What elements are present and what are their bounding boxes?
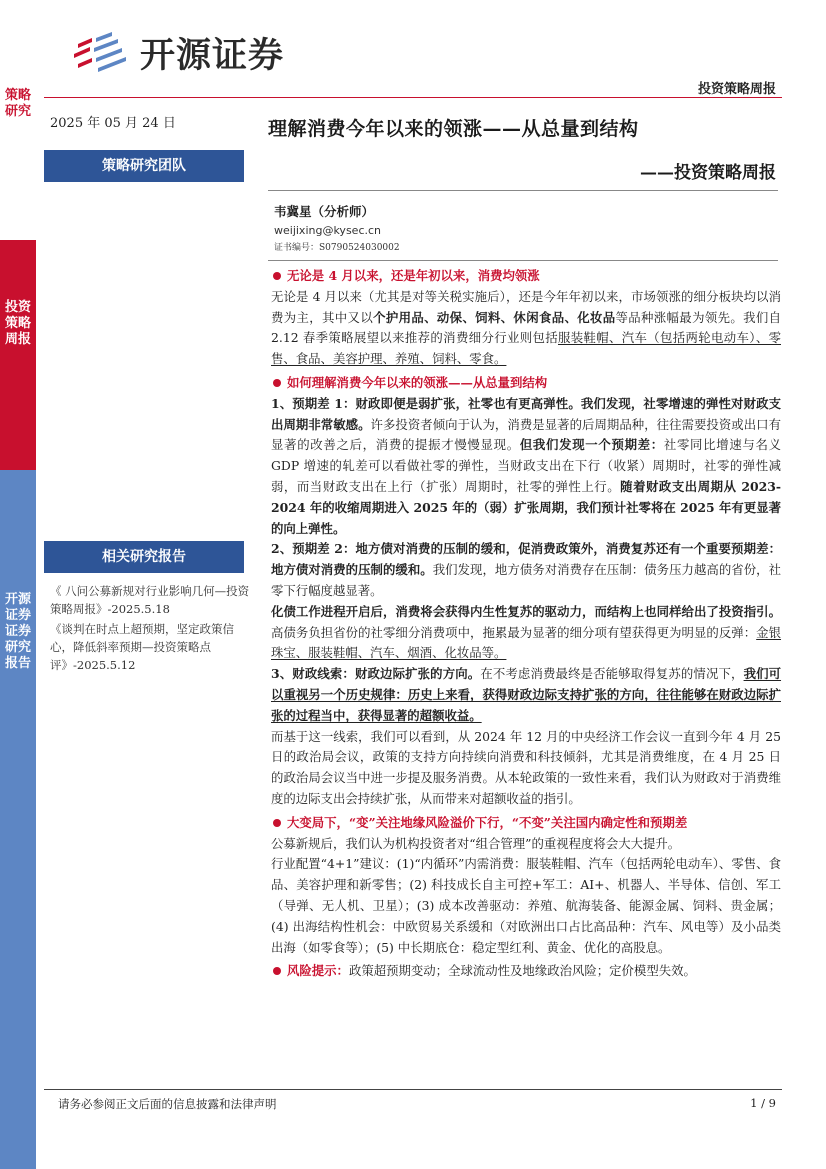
team-label-box: 策略研究团队 (44, 150, 244, 182)
left-strip-bottom (0, 470, 36, 1169)
analyst-cert: 证书编号：S0790524030002 (274, 243, 400, 253)
bullet-icon (273, 967, 281, 975)
analyst-top-divider (268, 190, 778, 191)
analyst-bottom-divider (268, 260, 778, 261)
bullet-icon (273, 272, 281, 280)
strip-label-weekly: 投资策略周报 (4, 300, 31, 347)
paragraph: 2、预期差 2：地方债对消费的压制的缓和，促消费政策外，消费复苏还有一个重要预期差：地方债对消费的压制的缓和。我们发现，地方债务对消费存在压制：债务压力越高的省份，社零下行幅度越显著。 (271, 541, 782, 598)
section-heading: 无论是 4 月以来，还是年初以来，消费均领涨 (271, 266, 781, 287)
paragraph: 3、财政线索：财政边际扩张的方向。在不考虑消费最终是否能够取得复苏的情况下，我们可以重视另一个历史规律：历史上来看，获得财政边际支持扩张的方向，往往能够在财政边际扩张的过程当中，获得显著的超额收益。 (271, 666, 782, 723)
strip-label-brand: 开源证券 证券研究报告 (4, 592, 31, 671)
report-body (271, 266, 781, 982)
related-report-item[interactable]: 《 八问公募新规对行业影响几何—投资策略周报》-2025.5.18 (50, 584, 250, 616)
left-strip-middle (0, 240, 36, 470)
bullet-icon (273, 379, 281, 387)
kysec-logo-icon (72, 30, 132, 74)
paragraph: 1、预期差 1：财政即便是弱扩张，社零也有更高弹性。我们发现，社零增速的弹性对财政支出周期非常敏感。许多投资者倾向于认为，消费是显著的后周期品种，往往需要投资或出口有显著的改善之后，消费的提振才慢慢显现。但我们发现一个预期差：社零同比增速与名义 GDP 增速的轧差可以看做社零的弹性，当财政支出在下行（收紧）周期时，社零的弹性减弱，而当财政支出在上行（扩张）周期时，社零的弹性上行。随着财政支出周期从 2023-2024 年的收缩周期进入 2025 年的（弱）扩张周期，我们预计社零将在 2025 年有更显著的向上弹性。 (271, 395, 782, 536)
header-divider (44, 97, 782, 98)
risk-paragraph: 风险提示：政策超预期变动；全球流动性及地缘政治风险；定价模型失效。 (271, 961, 781, 982)
footer-disclaimer: 请务必参阅正文后面的信息披露和法律声明 (58, 1097, 277, 1111)
paragraph: 无论是 4 月以来（尤其是对等关税实施后），还是今年年初以来，市场领涨的细分板块均以消费为主，其中又以个护用品、动保、饲料、休闲食品、化妆品等品种涨幅最为领先。我们自 2.12 春季策略展望以来推荐的消费细分行业则包括服装鞋帽、汽车（包括两轮电动车）、零售、食品、美容护理、养殖、饲料、零食。 (271, 288, 782, 367)
related-reports-label-box: 相关研究报告 (44, 541, 244, 573)
footer-divider (44, 1089, 782, 1090)
analyst-name: 韦冀星（分析师） (274, 204, 375, 219)
header-report-type: 投资策略周报 (697, 82, 776, 97)
paragraph: 化债工作进程开启后，消费将会获得内生性复苏的驱动力，而结构上也同样给出了投资指引。高债务负担省份的社零细分消费项中，拖累最为显著的细分项有望获得更为明显的反弹：金银珠宝、服装鞋帽、汽车、烟酒、化妆品等。 (271, 603, 782, 661)
strip-label-strategy: 策略研究 (4, 88, 31, 119)
related-report-item[interactable]: 《谈判在时点上超预期，坚定政策信心，降低斜率预期—投资策略点评》-2025.5.12 (50, 622, 234, 672)
paragraph: 行业配置“4+1”建议：(1)“内循环”内需消费：服装鞋帽、汽车（包括两轮电动车）、零售、食品、美容护理和新零售；(2) 科技成长自主可控+军工：AI+、机器人、半导体、信创、军工（导弹、无人机、卫星）；(3) 成本改善驱动：养殖、航海装备、能源金属、饲料、贵金属；(4) 出海结构性机会：中欧贸易关系缓和（对欧洲出口占比高品种：汽车、风电等）及小品类出海（如零食等）；(5) 中长期底仓：稳定型红利、黄金、优化的高股息。 (271, 856, 781, 955)
brand-name: 开源证券 (140, 36, 285, 76)
paragraph: 公募新规后，我们认为机构投资者对“组合管理”的重视程度将会大大提升。 (271, 835, 681, 851)
report-title: 理解消费今年以来的领涨——从总量到结构 (268, 118, 639, 140)
bullet-icon (273, 819, 281, 827)
analyst-email[interactable]: weijixing@kysec.cn (274, 224, 382, 237)
report-subtitle: ——投资策略周报 (640, 163, 776, 183)
section-heading: 大变局下，“变”关注地缘风险溢价下行，“不变”关注国内确定性和预期差 (271, 813, 781, 834)
section-heading: 如何理解消费今年以来的领涨——从总量到结构 (271, 373, 781, 394)
paragraph: 而基于这一线索，我们可以看到，从 2024 年 12 月的中央经济工作会议一直到今年 4 月 25 日的政治局会议，政策的支持方向持续向消费和科技倾斜，尤其是消费维度，在 4 月 25 日的政治局会议当中进一步提及服务消费。从本轮政策的一致性来看，我们认为财政对于消费维度的边际支出会持续扩张，从而带来对超额收益的指引。 (271, 728, 781, 806)
page-number: 1 / 9 (750, 1096, 776, 1110)
related-reports-list (50, 582, 254, 676)
report-date: 2025 年 05 月 24 日 (50, 116, 176, 131)
